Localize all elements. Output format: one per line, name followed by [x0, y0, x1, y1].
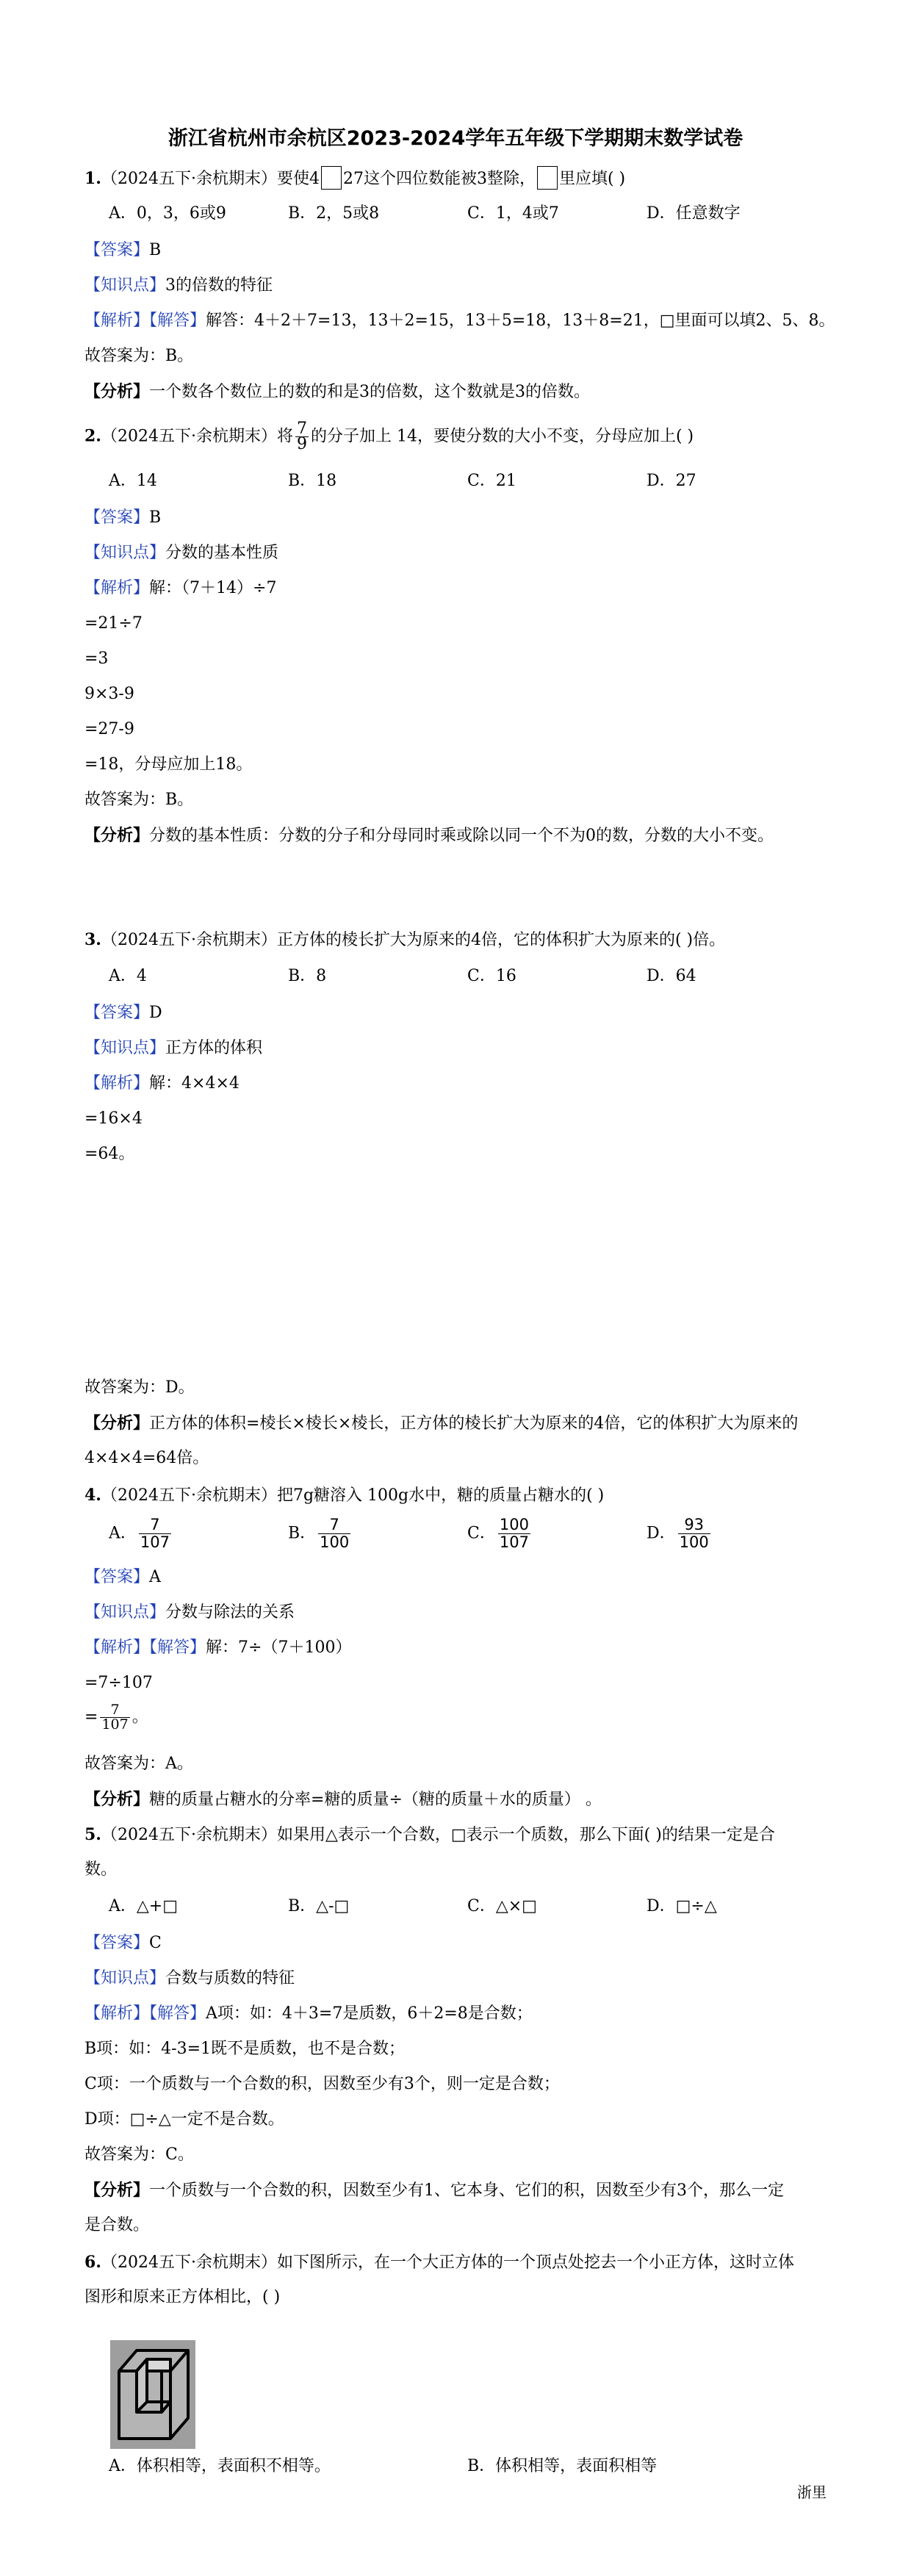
q3-conclusion: 故答案为：D。: [84, 1378, 195, 1397]
question-5-stem: 5.（2024五下·余杭期末）如果用△表示一个合数，□表示一个质数，那么下面( )的结果一定是合: [84, 1825, 775, 1844]
fraction: $\frac{7}{9}$: [296, 420, 307, 453]
q5-knowledge: 【知识点】合数与质数的特征: [84, 1969, 295, 1987]
question-5-stem-cont: 数。: [84, 1860, 118, 1879]
q3-step: =64。: [84, 1145, 135, 1163]
q3-option-a: A．4: [109, 967, 147, 985]
q3-knowledge: 【知识点】正方体的体积: [84, 1039, 263, 1057]
q4-knowledge: 【知识点】分数与除法的关系: [84, 1603, 295, 1622]
q1-option-b: B．2，5或8: [288, 204, 380, 223]
q4-option-b: B． $\frac{7}{100}$: [288, 1516, 350, 1551]
q2-step: 9×3-9: [84, 685, 134, 703]
q1-review: 【分析】一个数各个数位上的数的和是3的倍数，这个数就是3的倍数。: [84, 382, 591, 401]
q4-conclusion: 故答案为：A。: [84, 1755, 193, 1773]
q6-option-a: A．体积相等，表面积不相等。: [109, 2457, 331, 2475]
q3-option-d: D．64: [647, 967, 696, 985]
q4-review: 【分析】糖的质量占糖水的分率=糖的质量÷（糖的质量＋水的质量） 。: [84, 1790, 602, 1809]
question-2-stem: 2.（2024五下·余杭期末）将 $\frac{7}{9}$ 的分子加上 14，要使分数的大小不变，分母应加上( ): [84, 420, 694, 453]
blank-box: [321, 166, 342, 190]
q5-step: D项：□÷△一定不是合数。: [84, 2110, 284, 2129]
q1-knowledge: 【知识点】3的倍数的特征: [84, 276, 273, 295]
q3-option-c: C．16: [467, 967, 516, 985]
question-1-stem: 1.（2024五下·余杭期末）要使4 27这个四位数能被3整除， 里应填( ): [84, 166, 625, 190]
q2-option-b: B．18: [288, 472, 337, 490]
q2-step: =3: [84, 650, 109, 668]
q1-option-a: A．0，3，6或9: [109, 204, 226, 223]
q1-option-c: C．1，4或7: [467, 204, 559, 223]
q1-option-d: D．任意数字: [647, 204, 741, 223]
page-footer: 浙里: [797, 2483, 827, 2501]
cube-with-notch-figure: [110, 2340, 195, 2449]
q1-conclusion: 故答案为：B。: [84, 347, 194, 365]
q3-analysis: 【解析】解：4×4×4: [84, 1074, 240, 1093]
q3-answer: 【答案】D: [84, 1004, 162, 1022]
q2-conclusion: 故答案为：B。: [84, 791, 194, 809]
q1-answer: 【答案】B: [84, 241, 162, 259]
q2-step: =18，分母应加上18。: [84, 755, 253, 774]
q4-answer: 【答案】A: [84, 1568, 161, 1586]
q3-review: 【分析】正方体的体积=棱长×棱长×棱长，正方体的棱长扩大为原来的4倍，它的体积扩大为原来的: [84, 1414, 799, 1433]
q5-option-d: D．□÷△: [647, 1897, 717, 1915]
q5-conclusion: 故答案为：C。: [84, 2145, 194, 2164]
question-4-stem: 4.（2024五下·余杭期末）把7g糖溶入 100g水中，糖的质量占糖水的( ): [84, 1486, 605, 1505]
q4-option-a: A． $\frac{7}{107}$: [109, 1516, 170, 1551]
q2-option-c: C．21: [467, 472, 516, 490]
q2-step: =21÷7: [84, 614, 143, 633]
q3-review-cont: 4×4×4=64倍。: [84, 1449, 209, 1467]
q5-review-cont: 是合数。: [84, 2216, 150, 2234]
question-6-stem-cont: 图形和原来正方体相比，( ): [84, 2288, 281, 2306]
q2-review: 【分析】分数的基本性质：分数的分子和分母同时乘或除以同一个不为0的数，分数的大小不变。: [84, 826, 774, 845]
question-6-stem: 6.（2024五下·余杭期末）如下图所示，在一个大正方体的一个顶点处挖去一个小正方体，这时立体: [84, 2253, 794, 2272]
q5-option-c: C．△×□: [467, 1897, 537, 1915]
q5-step: C项：一个质数与一个合数的积，因数至少有3个，则一定是合数；: [84, 2075, 560, 2093]
page-title: 浙江省杭州市余杭区2023-2024学年五年级下学期期末数学试卷: [168, 127, 743, 150]
question-3-stem: 3.（2024五下·余杭期末）正方体的棱长扩大为原来的4倍，它的体积扩大为原来的( )倍。: [84, 930, 726, 949]
q5-review: 【分析】一个质数与一个合数的积，因数至少有1、它本身、它们的积，因数至少有3个，那么一定: [84, 2181, 785, 2200]
q5-option-a: A．△+□: [109, 1897, 179, 1915]
q2-knowledge: 【知识点】分数的基本性质: [84, 544, 279, 562]
q5-step: B项：如：4-3=1既不是质数，也不是合数；: [84, 2040, 406, 2058]
q2-option-d: D．27: [647, 472, 696, 490]
q5-option-b: B．△-□: [288, 1897, 350, 1915]
q4-option-d: D． $\frac{93}{100}$: [647, 1516, 709, 1551]
q4-option-c: C． $\frac{100}{107}$: [467, 1516, 529, 1551]
q1-analysis: 【解析】【解答】解答：4＋2＋7=13，13＋2=15，13＋5=18，13＋8=21，□里面可以填2、5、8。: [84, 312, 835, 330]
q2-option-a: A．14: [109, 472, 157, 490]
blank-box: [537, 166, 558, 190]
q2-step: =27-9: [84, 720, 134, 738]
q3-step: =16×4: [84, 1109, 143, 1128]
q4-step: =7÷107: [84, 1674, 153, 1692]
q4-analysis: 【解析】【解答】解：7÷（7＋100）: [84, 1638, 352, 1657]
q3-option-b: B．8: [288, 967, 327, 985]
q5-answer: 【答案】C: [84, 1934, 162, 1952]
q2-answer: 【答案】B: [84, 508, 162, 527]
q5-analysis: 【解析】【解答】A项：如：4＋3=7是质数，6＋2=8是合数；: [84, 2004, 533, 2023]
q4-step: = $\frac{7}{107}$ 。: [84, 1702, 148, 1733]
q2-analysis: 【解析】解：（7＋14）÷7: [84, 579, 277, 597]
q6-option-b: B．体积相等，表面积相等: [467, 2457, 658, 2475]
